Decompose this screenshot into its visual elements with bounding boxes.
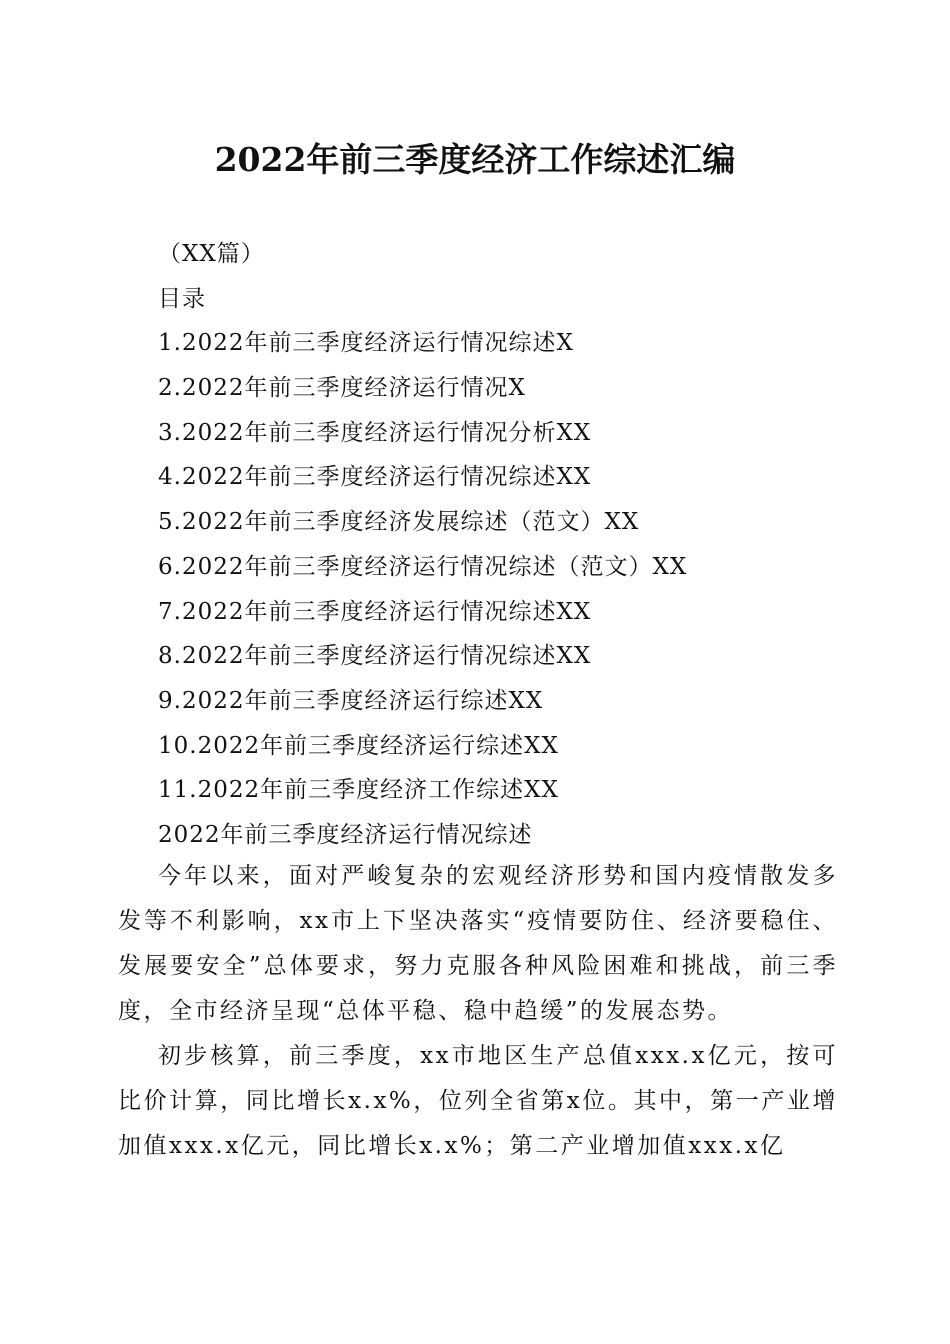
- toc-item: 5.2022年前三季度经济发展综述（范文）XX: [158, 509, 640, 536]
- document-subtitle: （XX篇）: [158, 241, 265, 267]
- toc-item: 2.2022年前三季度经济运行情况X: [158, 375, 526, 402]
- document-title: 2022年前三季度经济工作综述汇编: [214, 140, 736, 179]
- toc-item: 3.2022年前三季度经济运行情况分析XX: [158, 419, 592, 446]
- toc-item: 7.2022年前三季度经济运行情况综述XX: [158, 598, 592, 625]
- toc-item: 4.2022年前三季度经济运行情况综述XX: [158, 464, 592, 491]
- body-text: [118, 854, 838, 1169]
- toc-item: 10.2022年前三季度经济运行综述XX: [158, 732, 559, 759]
- section-heading: 2022年前三季度经济运行情况综述: [158, 821, 533, 848]
- table-of-contents: [158, 232, 858, 858]
- toc-item: 11.2022年前三季度经济工作综述XX: [158, 777, 559, 804]
- toc-item: 6.2022年前三季度经济运行情况综述（范文）XX: [158, 553, 688, 580]
- toc-item: 1.2022年前三季度经济运行情况综述X: [158, 330, 574, 357]
- paragraph: 今年以来，面对严峻复杂的宏观经济形势和国内疫情散发多发等不利影响，xx市上下坚决落实“疫情要防住、经济要稳住、发展要安全”总体要求，努力克服各种风险困难和挑战，前三季度，全市经济呈现“总体平稳、稳中趋缓”的发展态势。: [118, 863, 838, 1024]
- paragraph: 初步核算，前三季度，xx市地区生产总值xxx.x亿元，按可比价计算，同比增长x.x%，位列全省第x位。其中，第一产业增加值xxx.x亿元，同比增长x.x%；第二产业增加值xxx.x亿: [118, 1043, 838, 1159]
- toc-item: 9.2022年前三季度经济运行综述XX: [158, 687, 544, 714]
- toc-heading: 目录: [158, 285, 206, 312]
- toc-item: 8.2022年前三季度经济运行情况综述XX: [158, 643, 592, 670]
